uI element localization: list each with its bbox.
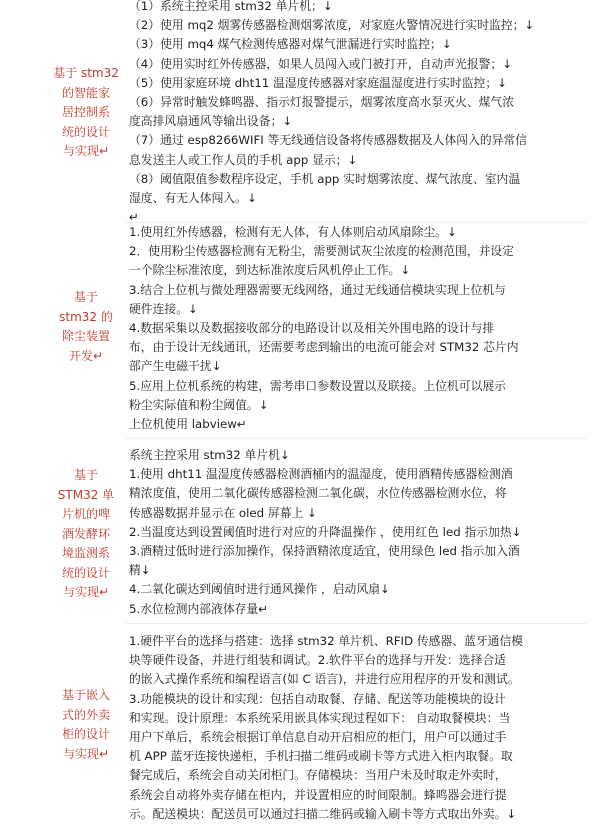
row-divider bbox=[126, 438, 586, 439]
row-content: 系统主控采用 stm32 单片机↓ 1.使用 dht11 温湿度传感器检测酒桶内的温湿度，使用酒精传感器检测酒 精浓度值，使用二氧化碳传感器检测二氧化碳，水位传感器检测水位，将 传感器数据并显示在 oled 屏幕上 ↓ 2.当温度达到设置阈值时进行对应的升降温操作 ，使用红色 led 指示加热↓ 3.酒精过低时进行添加操作，保持酒精浓度适宜，使用绿色 led 指示加入酒 精↓ 4.二氧化碳达到阈值时进行通风操作 ，启动风扇↓ 5.水位检测内部液体存量↵ bbox=[129, 448, 522, 616]
row-title: 基于 STM32 单 片机的啤 酒发酵环 境监测系 统的设计 与实现↵ bbox=[57, 468, 115, 599]
row-title: 基于 stm32 的智能家 居控制系 统的设计 与实现↵ bbox=[53, 66, 119, 158]
row-content: （1）系统主控采用 stm32 单片机；↓ （2）使用 mq2 烟雾传感器检测烟雾浓度，对家庭火警情况进行实时监控；↓ （3）使用 mq4 煤气检测传感器对煤气泄漏进行实时监控；↓ （4）使用实时红外传感器，如果人员闯入或门被打开，自动声光报警；↓ （5）使用家庭环境 dht11 温湿度传感器对家庭温湿度进行实时监控；↓ （6）异常时触发蜂鸣器、指示灯报警提示，烟雾浓度高水泵灭火、煤气浓 度高排风扇通风等输出设备；↓ （7）通过 esp8266WIFI 等无线通信设备将传感器数据及人体闯入的异常信 息发送主人或工作人员的手机 app 显示；↓ （8）阈值限值参数程序设定，手机 app 实时烟雾浓度、煤气浓度、室内温 湿度、有无人体闯入。↓ ↵ bbox=[129, 0, 535, 225]
row-title: 基于嵌入 式的外卖 柜的设计 与实现↵ bbox=[61, 688, 110, 761]
row-title: 基于 stm32 的 除尘装置 开发↵ bbox=[59, 290, 113, 363]
row-content: 1.硬件平台的选择与搭建：选择 stm32 单片机、RFID 传感器、蓝牙通信模 块等硬件设备，并进行组装和调试。2.软件平台的选择与开发：选择合适 的嵌入式操作系统和编程语言(如 C 语言)，并进行应用程序的开发和测试。 3.功能模块的设计和实现：包括自动取餐、存储、配送等功能模块的设计 和实现。设计原理：本系统采用嵌具体实现过程如下： 自动取餐模块：当 用户下单后，系统会根据订单信息自动开启相应的柜门，用户可以通过手 机 APP 蓝牙连接快递柜，手机扫描二维码或刷卡等方式进入柜内取餐。取 餐完成后，系统会自动关闭柜门。存储模块：当用户未及时取走外卖时， 系统会自动将外卖存储在柜内，并设置相应的时间限制。蜂鸣器会进行提 示。配送模块：配送员可以通过扫描二维码或输入刷卡等方式取出外卖。↓ bbox=[129, 634, 524, 821]
row-content: 1.使用红外传感器，检测有无人体，有人体则启动风扇除尘。↓ 2．使用粉尘传感器检测有无粉尘，需要测试灰尘浓度的检测范围，并设定 一个除尘标准浓度，到达标准浓度后风机停止工作。↓ 3.结合上位机与微处理器需要无线网络，通过无线通信模块实现上位机与 硬件连接。↓ 4.数据采集以及数据接收部分的电路设计以及相关外围电路的设计与排 布，由于设计无线通讯，还需要考虑到输出的电流可能会对 STM32 芯片内 部产生电磁干扰↓ 5.应用上位机系统的构建，需考串口参数设置以及联接。上位机可以展示 粉尘实际值和粉尘阈值。↓ 上位机使用 labview↵ bbox=[129, 225, 519, 432]
row-divider bbox=[126, 623, 586, 624]
